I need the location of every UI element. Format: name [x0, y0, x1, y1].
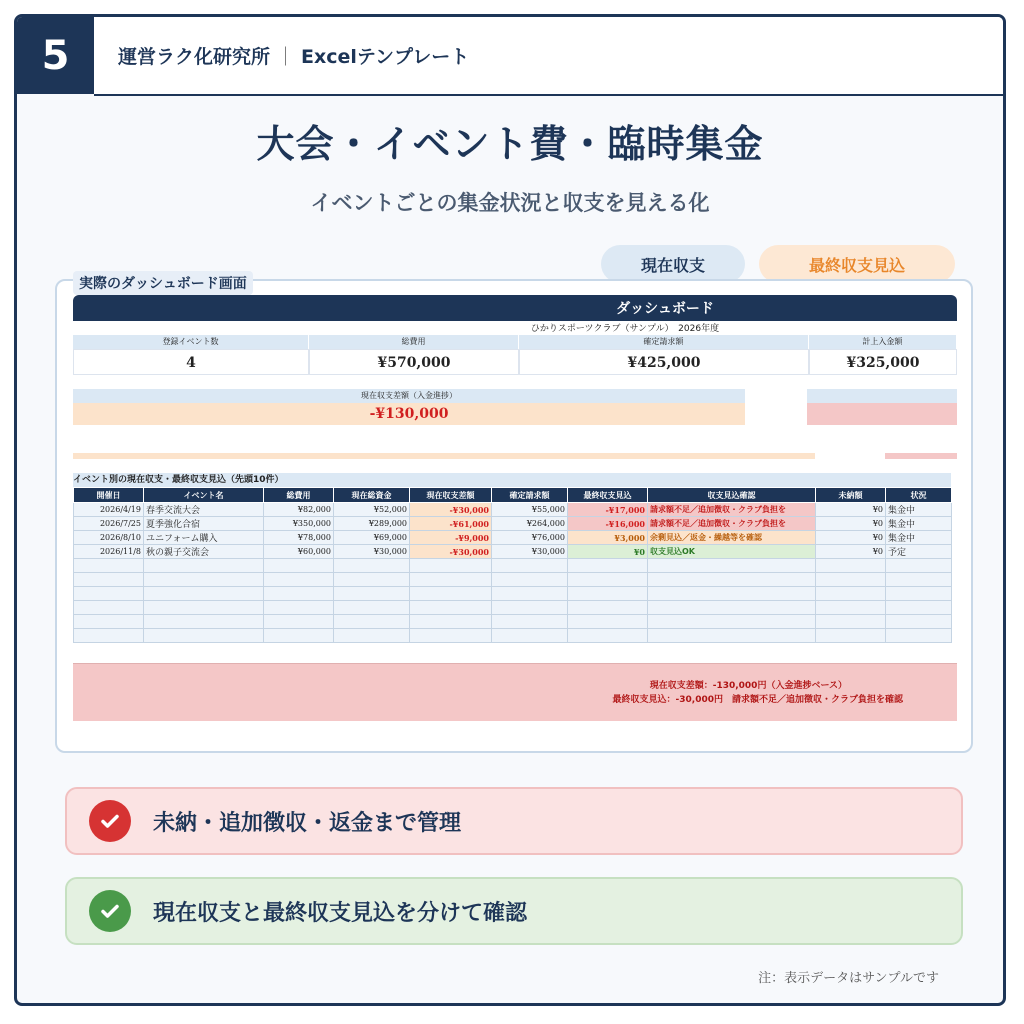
event-billed: ¥264,000 — [492, 517, 568, 531]
empty-row — [74, 601, 952, 615]
column-header: 収支見込確認 — [648, 488, 816, 503]
event-cost: ¥60,000 — [264, 545, 334, 559]
event-funds: ¥52,000 — [334, 503, 410, 517]
event-name: ユニフォーム購入 — [144, 531, 264, 545]
divider-stripe — [73, 453, 815, 459]
event-table-title: イベント別の現在収支・最終収支見込（先頭10件） — [73, 473, 951, 487]
brand-separator: ｜ — [276, 46, 296, 68]
diff-value: -¥130,000 — [73, 403, 745, 425]
diff-side-label — [807, 389, 957, 403]
check-icon — [89, 890, 131, 932]
page-subtitle: イベントごとの集金状況と収支を見える化 — [310, 191, 710, 215]
feature-card-management — [65, 787, 963, 855]
table-row — [74, 531, 952, 545]
event-billed: ¥30,000 — [492, 545, 568, 559]
event-final: ¥3,000 — [568, 531, 648, 545]
dashboard-org: ひかりスポーツクラブ（サンプル） 2026年度 — [530, 324, 720, 334]
event-unpaid: ¥0 — [816, 503, 886, 517]
column-header: 現在総資金 — [334, 488, 410, 503]
diff-label: 現在収支差額（入金進捗） — [73, 389, 745, 403]
event-name: 春季交流大会 — [144, 503, 264, 517]
kpi-label: 計上入金額 — [809, 335, 957, 349]
empty-row — [74, 629, 952, 643]
kpi-label: 確定請求額 — [519, 335, 809, 349]
diff-side-value — [807, 403, 957, 425]
column-header: 現在収支差額 — [410, 488, 492, 503]
current-balance-pill: 現在収支 — [601, 245, 745, 283]
event-unpaid: ¥0 — [816, 517, 886, 531]
event-status: 集金中 — [886, 517, 952, 531]
event-date: 2026/11/8 — [74, 545, 144, 559]
event-check: 請求額不足／追加徴収・クラブ負担を — [648, 503, 816, 517]
page-title: 大会・イベント費・臨時集金 — [256, 122, 764, 166]
table-header-row — [74, 488, 952, 503]
event-unpaid: ¥0 — [816, 545, 886, 559]
event-final: ¥0 — [568, 545, 648, 559]
event-cost: ¥350,000 — [264, 517, 334, 531]
sample-note: 注：表示データはサンプルです — [758, 971, 939, 986]
page-number: 5 — [17, 17, 94, 94]
page-frame — [14, 14, 1006, 1006]
event-status: 予定 — [886, 545, 952, 559]
kpi-label: 登録イベント数 — [73, 335, 309, 349]
kpi-value: 4 — [73, 349, 309, 375]
summary-box — [73, 663, 957, 721]
event-cost: ¥82,000 — [264, 503, 334, 517]
divider-stripe — [885, 453, 957, 459]
event-status: 集金中 — [886, 531, 952, 545]
event-funds: ¥30,000 — [334, 545, 410, 559]
empty-row — [74, 559, 952, 573]
dashboard-screenshot — [55, 279, 973, 753]
event-diff: -¥30,000 — [410, 545, 492, 559]
column-header: 確定請求額 — [492, 488, 568, 503]
event-date: 2026/4/19 — [74, 503, 144, 517]
brand-product: Excelテンプレート — [301, 46, 470, 68]
dashboard-heading: ダッシュボード — [73, 295, 957, 321]
event-final: -¥17,000 — [568, 503, 648, 517]
event-name: 秋の親子交流会 — [144, 545, 264, 559]
event-diff: -¥9,000 — [410, 531, 492, 545]
summary-current: 現在収支差額：-130,000円（入金進捗ベース） — [649, 681, 847, 691]
table-row — [74, 517, 952, 531]
kpi-value: ¥425,000 — [519, 349, 809, 375]
event-date: 2026/7/25 — [74, 517, 144, 531]
event-date: 2026/8/10 — [74, 531, 144, 545]
kpi-value: ¥570,000 — [309, 349, 519, 375]
feature-card-balance — [65, 877, 963, 945]
kpi-block — [73, 335, 957, 375]
table-row — [74, 545, 952, 559]
feature-label: 未納・追加徴収・返金まで管理 — [153, 810, 462, 836]
event-diff: -¥30,000 — [410, 503, 492, 517]
kpi-value: ¥325,000 — [809, 349, 957, 375]
table-row — [74, 503, 952, 517]
empty-row — [74, 573, 952, 587]
column-header: 未納額 — [816, 488, 886, 503]
column-header: イベント名 — [144, 488, 264, 503]
column-header: 状況 — [886, 488, 952, 503]
empty-row — [74, 587, 952, 601]
empty-row — [74, 615, 952, 629]
event-status: 集金中 — [886, 503, 952, 517]
event-billed: ¥55,000 — [492, 503, 568, 517]
column-header: 総費用 — [264, 488, 334, 503]
event-name: 夏季強化合宿 — [144, 517, 264, 531]
dashboard-caption: 実際のダッシュボード画面 — [73, 271, 253, 295]
brand-name: 運営ラク化研究所 — [118, 46, 271, 68]
final-forecast-pill: 最終収支見込 — [759, 245, 955, 283]
event-funds: ¥289,000 — [334, 517, 410, 531]
event-billed: ¥76,000 — [492, 531, 568, 545]
event-diff: -¥61,000 — [410, 517, 492, 531]
feature-label: 現在収支と最終収支見込を分けて確認 — [153, 900, 528, 926]
event-cost: ¥78,000 — [264, 531, 334, 545]
check-icon — [89, 800, 131, 842]
event-check: 請求額不足／追加徴収・クラブ負担を — [648, 517, 816, 531]
column-header: 最終収支見込 — [568, 488, 648, 503]
event-check: 余剰見込／返金・繰越等を確認 — [648, 531, 816, 545]
summary-final: 最終収支見込：-30,000円 請求額不足／追加徴収・クラブ負担を確認 — [612, 695, 903, 705]
event-unpaid: ¥0 — [816, 531, 886, 545]
event-check: 収支見込OK — [648, 545, 816, 559]
event-funds: ¥69,000 — [334, 531, 410, 545]
event-table — [73, 487, 952, 643]
brand-header — [94, 17, 1003, 96]
kpi-label: 総費用 — [309, 335, 519, 349]
column-header: 開催日 — [74, 488, 144, 503]
event-final: -¥16,000 — [568, 517, 648, 531]
